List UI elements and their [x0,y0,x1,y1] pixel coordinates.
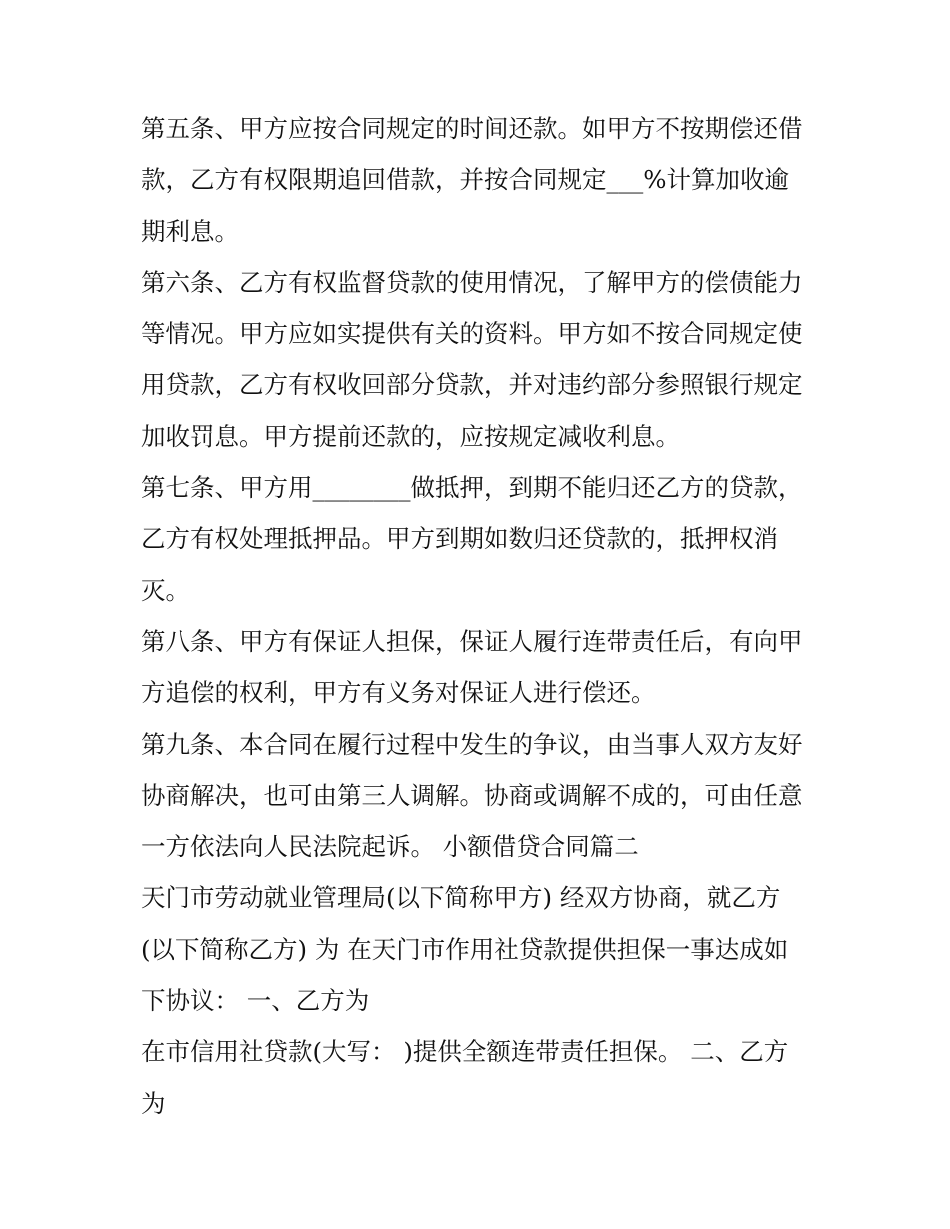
text-line: 第五条、甲方应按合同规定的时间还款。如甲方不按期偿还借 [141,114,803,143]
text-line: 第八条、甲方有保证人担保，保证人履行连带责任后，有向甲 [141,626,803,656]
text-line: 为 [141,1088,166,1118]
text-line: 款，乙方有权限期追回借款，并按合同规定___%计算加收逾 [141,165,790,195]
text-line: 灭。 [141,575,190,605]
text-line: (以下简称乙方) 为 在天门市作用社贷款提供担保一事达成如 [141,934,789,964]
text-line: 第九条、本合同在履行过程中发生的争议，由当事人双方友好 [141,729,803,759]
text-line: 加收罚息。甲方提前还款的，应按规定减收利息。 [141,421,680,451]
text-line: 一方依法向人民法院起诉。 小额借贷合同篇二 [141,832,639,862]
text-line: 方追偿的权利，甲方有义务对保证人进行偿还。 [141,678,656,708]
text-line: 天门市劳动就业管理局(以下简称甲方) 经双方协商，就乙方 [141,883,781,913]
text-line: 等情况。甲方应如实提供有关的资料。甲方如不按合同规定使 [141,319,803,349]
text-line: 用贷款，乙方有权收回部分贷款，并对违约部分参照银行规定 [141,370,803,400]
text-line: 在市信用社贷款(大写： )提供全额连带责任担保。 二、乙方 [141,1037,789,1067]
text-line: 第七条、甲方用________做抵押，到期不能归还乙方的贷款， [141,473,803,503]
text-line: 协商解决，也可由第三人调解。协商或调解不成的，可由任意 [141,780,803,810]
text-line: 下协议： 一、乙方为 [141,986,370,1016]
text-line: 第六条、乙方有权监督贷款的使用情况，了解甲方的偿债能力 [141,267,803,297]
text-line: 期利息。 [141,216,239,246]
text-line: 乙方有权处理抵押品。甲方到期如数归还贷款的，抵押权消 [141,524,778,554]
document-body [141,103,821,1129]
